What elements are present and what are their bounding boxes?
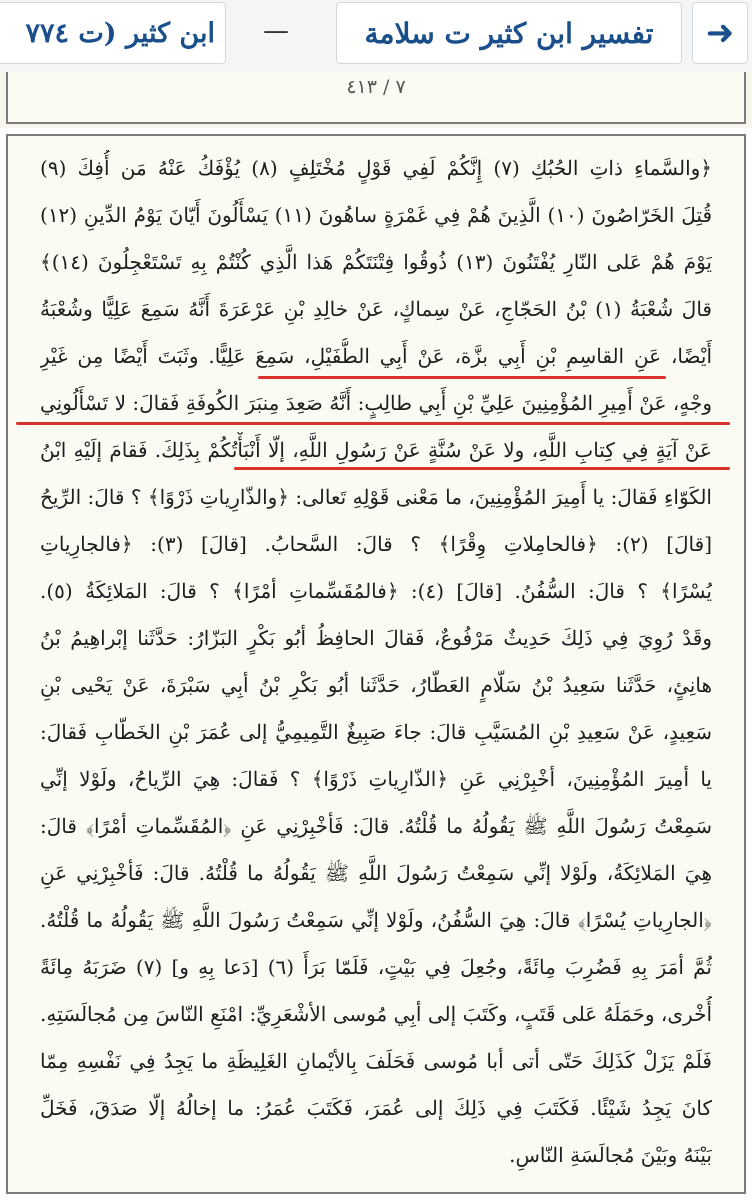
text-line: فَلَمْ يَزَلْ كَذَلِكَ حَتّى أتى أبا مُوسى فَحَلَفَ بِالأيْمانِ الغَلِيظَةِ ما يَجِدُ فِي نَفْسِهِ مِمّا: [40, 1049, 712, 1073]
top-toolbar: [0, 0, 752, 73]
page-number-box: [6, 72, 746, 124]
text-line: قُتِلَ الخَرّاصُونَ (١٠) الَّذِينَ هُمْ فِي غَمْرَةٍ ساهُونَ (١١) يَسْأَلُونَ أَيّانَ يَوْمُ الدِّينِ (١٢): [40, 203, 712, 227]
text-line: هِيَ المَلائِكَةُ، ولَوْلا إنِّي سَمِعْتُ رَسُولَ اللَّهِ ﷺ يَقُولُهُ ما قُلْتُهُ. قالَ: فَأخْبِرْنِي عَنِ: [40, 861, 712, 885]
text-line: أَيْضًا، عَنِ القاسِمِ بْنِ أَبِي بزَّة، عَنْ أَبِي الطُّفَيْلِ، سَمِعَ عَلِيًّا. وثَبَتَ أَيْضًا مِن غَيْرِ: [40, 344, 712, 368]
text-line: قالَ شُعْبَةُ (١) بْنُ الحَجّاجِ، عَنْ سِماكٍ، عَنْ خالِدِ بْنِ عَرْعَرَةَ أَنَّهُ سَمِعَ عَلِيًّا وشُعْبَةُ: [40, 297, 712, 321]
text-line: عَنْ آيَةٍ فِي كِتابِ اللَّهِ، ولا عَنْ سُنَّةٍ عَنْ رَسُولِ اللَّهِ، إلّا أَنْبَأْتُكُمْ بِذَلِكَ. فَقامَ إلَيْهِ ابْنُ: [40, 438, 712, 462]
author-label: ابن كثير (ت ٧٧٤: [25, 17, 215, 49]
text-line: ﴿والسَّماءِ ذاتِ الحُبُكِ (٧) إِنَّكُمْ لَفِي قَوْلٍ مُخْتَلِفٍ (٨) يُؤْفَكُ عَنْهُ مَن أُفِكَ (٩): [40, 156, 712, 180]
book-title: تفسير ابن كثير ت سلامة: [364, 16, 654, 50]
text-line: يا أمِيرَ المُؤْمِنِينَ، أخْبِرْنِي عَنِ ﴿الذّارِياتِ ذَرْوًا﴾ ؟ فَقالَ: هِيَ الرِّياحُ، ولَوْلا إنِّي: [40, 767, 712, 791]
text-line: بَيْنَهُ وبَيْنَ مُجالَسَةِ النّاسِ.: [509, 1143, 712, 1167]
page-number-strip: [0, 72, 752, 128]
page-number: ٧ / ٤١٣: [346, 76, 406, 98]
text-line: وقَدْ رُوِيَ فِي ذَلِكَ حَدِيثٌ مَرْفُوعٌ، فَقالَ الحافِظُ أبُو بَكْرٍ البَزّارُ: حَدَّثَنا إبْراهِيمُ بْنُ: [40, 626, 712, 650]
text-line: ثُمَّ أمَرَ بِهِ فَضُرِبَ مِائَةً، وجُعِلَ فِي بَيْتٍ، فَلَمّا بَرَأَ (٦) [دَعا بِهِ و] (٧) ضَرَبَهُ مِائَةً: [40, 955, 712, 979]
text-line: يُسْرًا﴾ ؟ قالَ: السُّفُنُ. [قالَ] (٤): ﴿فالمُقَسِّماتِ أمْرًا﴾ ؟ قالَ: المَلائِكَةُ (٥).: [40, 579, 712, 603]
text-line: سَعِيدٍ، عَنْ سَعِيدِ بْنِ المُسَيَّبِ قالَ: جاءَ صَبِيغٌ التَّمِيمِيُّ إلى عُمَرَ بْنِ الخَطّابِ فَقالَ:: [40, 720, 712, 744]
highlight-underline: [234, 467, 730, 470]
text-line: [قالَ] (٢): ﴿فالحامِلاتِ وِقْرًا﴾ ؟ قالَ: السَّحابُ. [قالَ] (٣): ﴿فالجارِياتِ: [40, 532, 712, 556]
text-line: الكَوّاءِ فَقالَ: يا أَمِيرَ المُؤْمِنِينَ، ما مَعْنى قَوْلِهِ تَعالى: ﴿والذّارِياتِ ذَرْوًا﴾ ؟ قالَ: الرِّيحُ: [40, 485, 712, 509]
text-line: هانِئٍ، حَدَّثَنا سَعِيدُ بْنُ سَلّامٍ العَطّارُ، حَدَّثَنا أبُو بَكْرِ بْنُ أبِي سَبْرَةَ، عَنْ يَحْيى بْنِ: [40, 673, 712, 697]
text-line: أُخْرى، وحَمَلَهُ عَلى قَتَبٍ، وكَتَبَ إلى أبِي مُوسى الأشْعَرِيِّ: امْنَعِ النّاسَ مِن مُجالَسَتِهِ.: [40, 1002, 712, 1026]
text-line: وجْهٍ، عَنْ أَمِيرِ المُؤْمِنِينَ عَلِيِّ بْنِ أَبِي طالِبٍ: أَنَّهُ صَعِدَ مِنبَرَ الكُوفَةِ فَقالَ: لا تَسْأَلُونِي: [40, 391, 712, 415]
highlight-underline: [16, 422, 730, 425]
forward-button[interactable]: [692, 2, 748, 64]
author-button[interactable]: [0, 2, 226, 64]
text-line: يَوْمَ هُمْ عَلى النّارِ يُفْتَنُونَ (١٣) ذُوقُوا فِتْنَتَكُمْ هَذا الَّذِي كُنْتُمْ بِهِ تَسْتَعْجِلُونَ (١٤)﴾: [40, 250, 712, 274]
text-line: ﴿الجارِياتِ يُسْرًا﴾ قالَ: هِيَ السُّفُنُ، ولَوْلا إنِّي سَمِعْتُ رَسُولَ اللَّهِ ﷺ يَقُولُهُ ما قُلْتُهُ.: [40, 908, 712, 932]
text-line: سَمِعْتُ رَسُولَ اللَّهِ ﷺ يَقُولُهُ ما قُلْتُهُ. قالَ: فَأخْبِرْنِي عَنِ ﴿المُقَسِّماتِ أمْرًا﴾ قالَ:: [40, 814, 712, 838]
title-separator: —: [263, 16, 289, 46]
text-line: كانَ يَجِدُ شَيْئًا. فَكَتَبَ فِي ذَلِكَ إلى عُمَرَ، فَكَتَبَ عُمَرُ: ما إخالُهُ إلّا صَدَقَ، فَخَلِّ: [40, 1096, 712, 1120]
arrow-right-icon: ➜: [705, 13, 735, 53]
text-page: [6, 134, 746, 1194]
highlight-underline: [258, 376, 666, 379]
book-title-button[interactable]: [336, 2, 682, 64]
